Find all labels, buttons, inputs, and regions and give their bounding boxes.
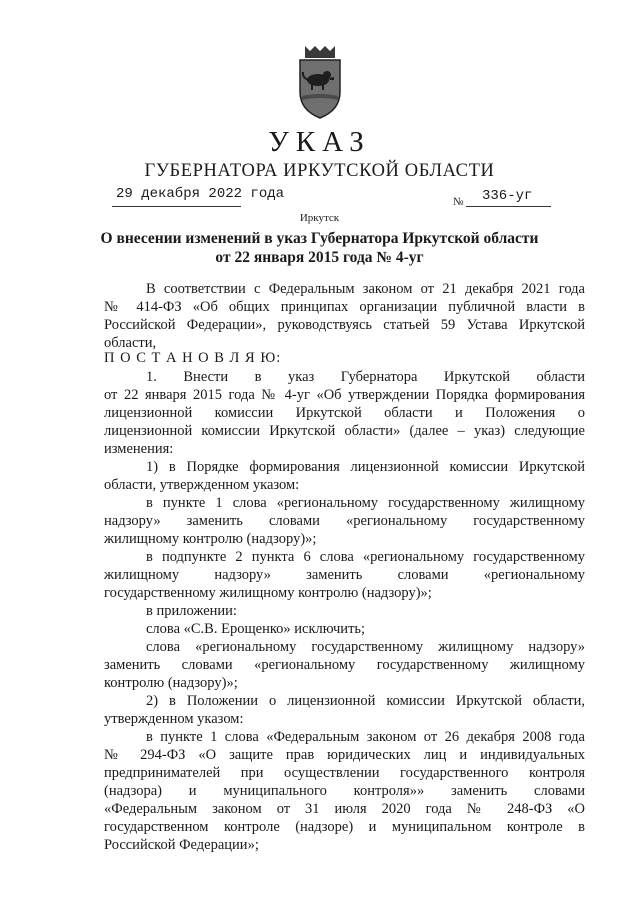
body-line: 1. Внести в указ Губернатора Иркутской области (146, 369, 585, 385)
body-line: в подпункте 2 пункта 6 слова «региональному государственному (146, 549, 585, 565)
body-line: № 294-ФЗ «О защите прав юридических лиц и индивидуальных (104, 747, 585, 763)
document-number: 336-уг (482, 188, 533, 204)
body-line: «Федеральным законом от 31 июля 2020 года № 248-ФЗ «О (104, 801, 585, 817)
document-heading (40, 229, 599, 267)
heading-line: от 22 января 2015 года № 4-уг (215, 249, 424, 266)
body-line: лицензионной комиссии Иркутской области и Положения о (104, 405, 585, 421)
body-line: от 22 января 2015 года № 4-уг «Об утверждении Порядка формирования (104, 387, 585, 403)
body-line: предпринимателей при осуществлении государственного контроля (104, 765, 585, 781)
city-name: Иркутск (299, 212, 340, 224)
body-line: слова «региональному государственному жилищному надзору» (146, 639, 585, 655)
body-line: изменения: (104, 441, 174, 457)
body-line: контролю (надзору)»; (104, 675, 238, 691)
body-line: 1) в Порядке формирования лицензионной комиссии Иркутской (146, 459, 585, 475)
body-line: области, утвержденном указом: (104, 477, 300, 493)
date-underline (112, 206, 241, 207)
body-line: надзору» заменить словами «региональному государственному (104, 513, 585, 529)
body-line: (надзора) и муниципального контроля»» заменить словами (104, 783, 585, 799)
body-line: жилищному контролю (надзору)»; (104, 531, 317, 547)
heading-line: О внесении изменений в указ Губернатора Иркутской области (100, 230, 539, 247)
body-line: лицензионной комиссии Иркутской области» (далее – указ) следующие (104, 423, 585, 439)
document-date: 29 декабря 2022 года (116, 186, 285, 202)
body-line: области, (104, 335, 157, 351)
issuer-title: ГУБЕРНАТОРА ИРКУТСКОЙ ОБЛАСТИ (144, 161, 495, 181)
body-line: В соответствии с Федеральным законом от 21 декабря 2021 года (146, 281, 585, 297)
body-line: жилищному надзору» заменить словами «региональному (104, 567, 585, 583)
body-line: № 414-ФЗ «Об общих принципах организации публичной власти в (104, 299, 585, 315)
body-line: в приложении: (146, 603, 237, 619)
document-type-title: УКАЗ (268, 126, 371, 158)
body-line: в пункте 1 слова «Федеральным законом от 26 декабря 2008 года (146, 729, 585, 745)
coat-of-arms-icon (296, 44, 344, 120)
number-sign: № (453, 196, 464, 208)
body-line: 2) в Положении о лицензионной комиссии Иркутской области, (146, 693, 585, 709)
body-line: слова «С.В. Ерощенко» исключить; (146, 621, 366, 637)
body-line: заменить словами «региональному государственному жилищному (104, 657, 585, 673)
body-line: Российской Федерации»; (104, 837, 259, 853)
body-line: в пункте 1 слова «региональному государственному жилищному (146, 495, 585, 511)
resolution-word: П О С Т А Н О В Л Я Ю: (104, 350, 282, 366)
body-line: государственному жилищному контролю (надзору)»; (104, 585, 432, 601)
body-line: утвержденном указом: (104, 711, 244, 727)
number-underline (466, 206, 551, 207)
body-line: Российской Федерации», руководствуясь статьей 59 Устава Иркутской (104, 317, 585, 333)
body-line: государственном контроле (надзоре) и муниципальном контроле в (104, 819, 585, 835)
